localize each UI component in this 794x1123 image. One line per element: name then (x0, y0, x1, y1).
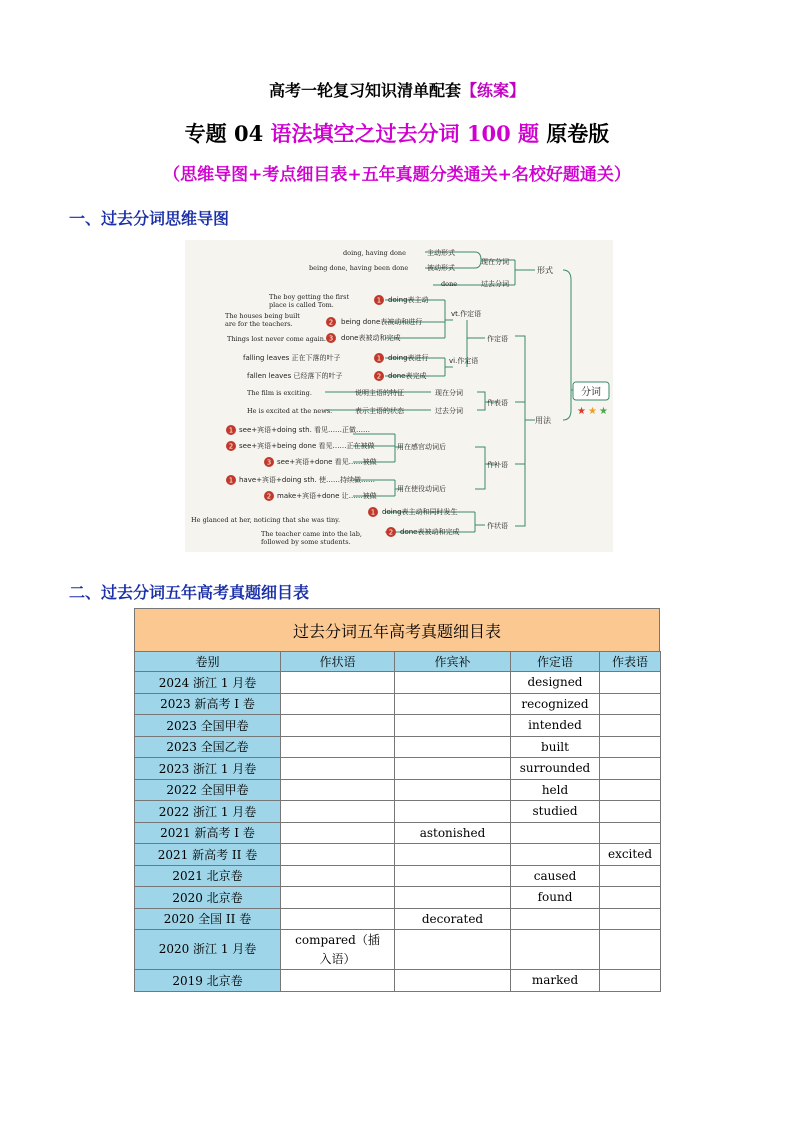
table-cell (395, 693, 511, 715)
table-cell (395, 844, 511, 866)
table-cell (281, 715, 395, 737)
table-cell: recognized (511, 693, 600, 715)
table-row (135, 672, 661, 694)
table-cell (600, 693, 661, 715)
table-cell-paper: 2019 北京卷 (135, 970, 281, 992)
mm-comp-2: see+宾语+being done 看见……正在被做 (239, 442, 375, 450)
mm-pred-ex1: The film is exciting. (247, 389, 312, 397)
table-cell-paper: 2022 全国甲卷 (135, 779, 281, 801)
mm-attr-n5: done表完成 (388, 372, 427, 380)
mm-pred-n1: 说明主语的特征 (355, 389, 404, 397)
table-cell: surrounded (511, 758, 600, 780)
svg-text:2: 2 (328, 318, 334, 327)
mm-pred-p2: 过去分词 (435, 407, 463, 415)
table-cell (600, 736, 661, 758)
col-header: 作定语 (511, 652, 600, 672)
table-cell (281, 736, 395, 758)
table-cell (395, 758, 511, 780)
title-topic: 语法填空之过去分词 (270, 121, 460, 146)
table-cell (395, 970, 511, 992)
col-header: 卷别 (135, 652, 281, 672)
svg-text:3: 3 (266, 458, 272, 467)
mm-pred-n2: 表示主语的状态 (355, 407, 404, 415)
doc-header-line1 (0, 78, 794, 101)
table-cell (511, 844, 600, 866)
table-header-row (135, 652, 661, 672)
col-header: 作状语 (281, 652, 395, 672)
mm-attr-ex2: The houses being built (225, 312, 300, 320)
mm-adv-ex2b: followed by some students. (261, 538, 351, 546)
table-cell (600, 970, 661, 992)
exam-table (134, 651, 661, 992)
table-cell (395, 672, 511, 694)
table-row (135, 908, 661, 930)
table-cell (600, 908, 661, 930)
mm-adv-ex1: He glanced at her, noticing that she was tiny. (191, 516, 341, 524)
doc-subtitle: （思维导图+考点细目表+五年真题分类通关+名校好题通关） (163, 165, 631, 185)
table-cell (511, 908, 600, 930)
svg-text:3: 3 (328, 334, 334, 343)
mm-past-participle: 过去分词 (481, 280, 509, 288)
table-cell (600, 822, 661, 844)
table-row (135, 758, 661, 780)
mm-being-done: being done, having been done (309, 264, 409, 272)
mm-comp-1: see+宾语+doing sth. 看见……正做…… (239, 426, 371, 434)
mm-vi-attr: vi.作定语 (449, 357, 479, 365)
table-cell (395, 887, 511, 909)
table-cell (600, 887, 661, 909)
table-cell-paper: 2020 北京卷 (135, 887, 281, 909)
table-cell-paper: 2020 全国 II 卷 (135, 908, 281, 930)
table-cell (511, 822, 600, 844)
svg-text:1: 1 (228, 476, 234, 485)
mm-present-participle: 现在分词 (481, 258, 509, 266)
mm-root-label: 分词 (581, 387, 601, 398)
header-highlight-text: 【练案】 (461, 81, 526, 100)
table-cell (600, 779, 661, 801)
header-main-text: 高考一轮复习知识清单配套 (268, 81, 461, 100)
mm-comp-sense: 用在感官动词后 (397, 443, 446, 451)
svg-text:1: 1 (370, 508, 376, 517)
mm-attr-ex3: Things lost never come again. (227, 335, 326, 343)
mm-pred-ex2: He is excited at the news. (247, 407, 333, 415)
table-cell (395, 865, 511, 887)
table-cell (395, 779, 511, 801)
table-cell-paper: 2024 浙江 1 月卷 (135, 672, 281, 694)
table-cell: found (511, 887, 600, 909)
table-cell (395, 715, 511, 737)
mm-vt-attr: vt.作定语 (451, 310, 482, 318)
title-prefix: 专题 04 (184, 121, 264, 146)
mm-as-predicative: 作表语 (487, 399, 508, 407)
mm-form-node: 形式 (537, 266, 553, 275)
table-cell: built (511, 736, 600, 758)
mm-attr-n1: doing表主动 (388, 296, 429, 304)
mm-as-adverbial: 作状语 (487, 522, 508, 530)
svg-text:2: 2 (266, 492, 272, 501)
table-cell-paper: 2023 浙江 1 月卷 (135, 758, 281, 780)
table-cell (281, 865, 395, 887)
svg-text:1: 1 (376, 354, 382, 363)
table-row (135, 865, 661, 887)
star-icon-green: ★ (599, 406, 608, 417)
table-row (135, 844, 661, 866)
mind-map (185, 240, 613, 552)
table-cell: studied (511, 801, 600, 823)
mm-adv-n2: done表被动和完成 (400, 528, 460, 536)
mm-usage-node: 用法 (535, 416, 551, 425)
mm-pred-p1: 现在分词 (435, 389, 463, 397)
table-cell (281, 822, 395, 844)
table-cell (600, 715, 661, 737)
mm-attr-n3: done表被动和完成 (341, 334, 401, 342)
table-cell: marked (511, 970, 600, 992)
star-icon-orange: ★ (588, 406, 597, 417)
mm-done: done (441, 280, 458, 288)
section-heading-table: 二、过去分词五年高考真题细目表 (69, 583, 310, 602)
table-row (135, 715, 661, 737)
mm-as-attributive: 作定语 (487, 335, 508, 343)
mm-comp-4: have+宾语+doing sth. 使……持续做…… (239, 476, 375, 484)
mm-doing-having-done: doing, having done (343, 249, 406, 257)
mm-passive-form: 被动形式 (427, 264, 455, 272)
exam-table-title: 过去分词五年高考真题细目表 (134, 608, 660, 651)
col-header: 作表语 (600, 652, 661, 672)
mm-comp-5: make+宾语+done 让……被做 (277, 492, 377, 500)
table-cell-paper: 2023 全国甲卷 (135, 715, 281, 737)
table-row (135, 736, 661, 758)
table-row (135, 887, 661, 909)
table-cell: astonished (395, 822, 511, 844)
table-cell (281, 801, 395, 823)
doc-title (0, 118, 794, 148)
table-cell (511, 930, 600, 970)
svg-text:1: 1 (228, 426, 234, 435)
table-cell-paper: 2022 浙江 1 月卷 (135, 801, 281, 823)
table-row (135, 693, 661, 715)
mm-comp-causative: 用在使役动词后 (397, 485, 446, 493)
table-cell-paper: 2021 新高考 II 卷 (135, 844, 281, 866)
table-cell: excited (600, 844, 661, 866)
exam-table-container (134, 608, 660, 992)
star-icon-red: ★ (577, 406, 586, 417)
table-cell (281, 970, 395, 992)
table-cell (281, 758, 395, 780)
table-cell (281, 844, 395, 866)
table-cell (600, 672, 661, 694)
table-row (135, 970, 661, 992)
table-cell (600, 758, 661, 780)
mm-attr-n2: being done表被动和进行 (341, 318, 423, 326)
table-cell (281, 779, 395, 801)
table-cell (395, 736, 511, 758)
mm-attr-ex4: falling leaves 正在下落的叶子 (243, 354, 341, 362)
table-cell (281, 693, 395, 715)
table-cell (281, 908, 395, 930)
table-cell (395, 930, 511, 970)
table-cell-paper: 2023 全国乙卷 (135, 736, 281, 758)
table-cell: compared（插入语） (281, 930, 395, 970)
mm-attr-n4: doing表进行 (388, 354, 429, 362)
table-cell (600, 801, 661, 823)
table-cell: intended (511, 715, 600, 737)
mm-comp-3: see+宾语+done 看见……被做 (277, 458, 377, 466)
table-row (135, 779, 661, 801)
mm-adv-ex2a: The teacher came into the lab, (261, 530, 362, 538)
table-cell: held (511, 779, 600, 801)
table-row (135, 822, 661, 844)
table-cell (395, 801, 511, 823)
svg-text:2: 2 (388, 528, 394, 537)
mm-as-complement: 作补语 (487, 461, 508, 469)
table-cell: caused (511, 865, 600, 887)
title-suffix: 原卷版 (546, 121, 610, 146)
table-cell: designed (511, 672, 600, 694)
table-row (135, 801, 661, 823)
table-cell (600, 865, 661, 887)
col-header: 作宾补 (395, 652, 511, 672)
mm-adv-n1: doing表主动和同时发生 (382, 508, 458, 516)
table-cell-paper: 2021 新高考 I 卷 (135, 822, 281, 844)
svg-text:2: 2 (228, 442, 234, 451)
mm-attr-ex5: fallen leaves 已经落下的叶子 (247, 372, 343, 380)
table-cell (281, 672, 395, 694)
table-cell-paper: 2021 北京卷 (135, 865, 281, 887)
svg-text:1: 1 (376, 296, 382, 305)
mm-attr-ex2b: are for the teachers. (225, 320, 293, 328)
table-cell (600, 930, 661, 970)
table-cell-paper: 2023 新高考 I 卷 (135, 693, 281, 715)
mm-attr-ex1: The boy getting the first (269, 293, 350, 301)
title-count: 100 题 (466, 121, 539, 146)
table-cell (281, 887, 395, 909)
table-cell-paper: 2020 浙江 1 月卷 (135, 930, 281, 970)
svg-text:2: 2 (376, 372, 382, 381)
table-cell: decorated (395, 908, 511, 930)
mm-attr-ex1b: place is called Tom. (269, 301, 334, 309)
table-row (135, 930, 661, 970)
mm-active-form: 主动形式 (427, 249, 455, 257)
section-heading-mindmap: 一、过去分词思维导图 (69, 209, 230, 228)
